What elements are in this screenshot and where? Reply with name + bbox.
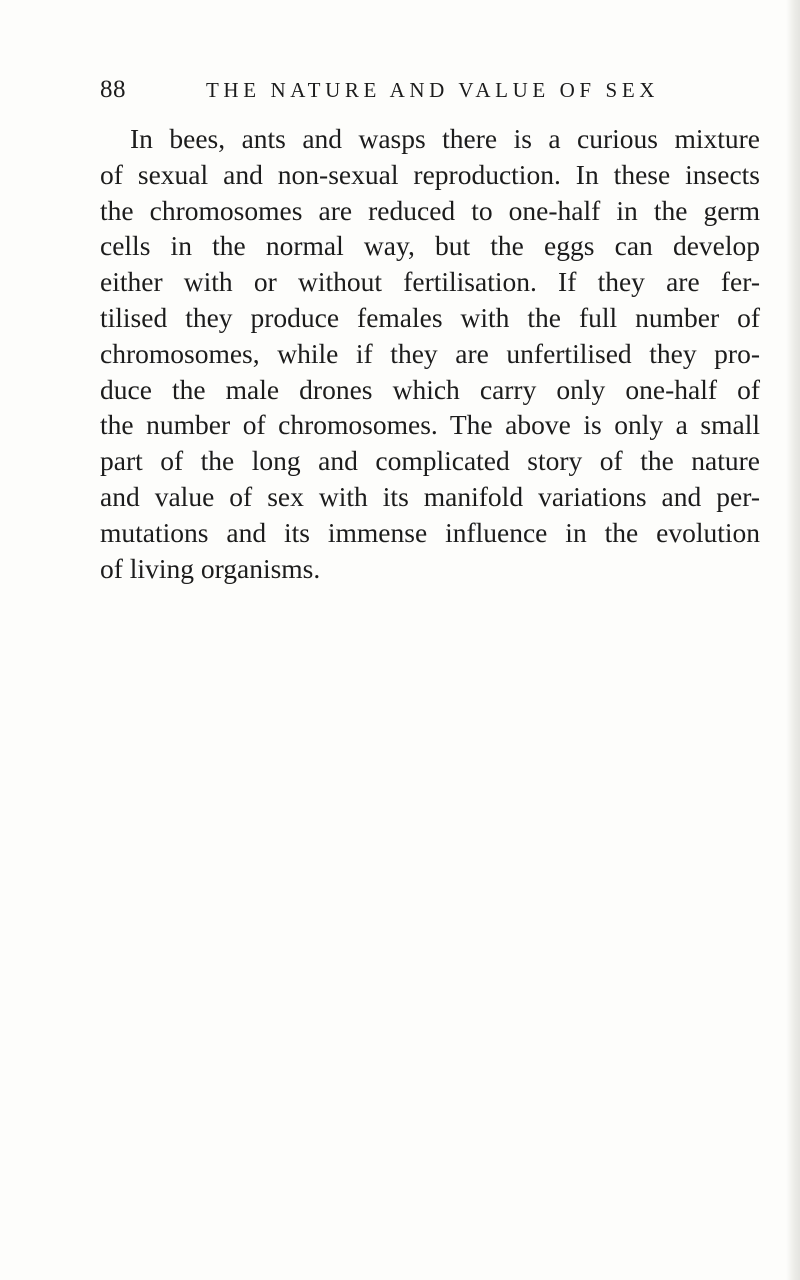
- text-line: part of the long and complicated story of the nature: [100, 445, 760, 477]
- text-line: either with or without fertilisation. If they are fer-: [100, 266, 760, 298]
- running-title: THE NATURE AND VALUE OF SEX: [206, 78, 660, 102]
- running-head: [100, 76, 700, 106]
- text-line: In bees, ants and wasps there is a curious mixture: [130, 123, 760, 154]
- text-line: mutations and its immense influence in the evolution: [100, 516, 760, 548]
- page-edge-shadow: [786, 0, 800, 1280]
- text-line: chromosomes, while if they are unfertilised they pro-: [100, 337, 760, 369]
- text-line: of sexual and non-sexual reproduction. In these insects: [100, 158, 760, 190]
- body-paragraph: [100, 121, 760, 586]
- text-line: of living organisms.: [100, 552, 321, 584]
- text-line: and value of sex with its manifold variations and per-: [100, 480, 760, 512]
- page-number: 88: [100, 76, 126, 103]
- text-line: cells in the normal way, but the eggs can develop: [100, 230, 760, 262]
- text-line: the chromosomes are reduced to one-half in the germ: [100, 194, 760, 226]
- text-line: tilised they produce females with the full number of: [100, 301, 760, 333]
- text-line: duce the male drones which carry only one-half of: [100, 373, 760, 405]
- text-line: the number of chromosomes. The above is only a small: [100, 409, 760, 441]
